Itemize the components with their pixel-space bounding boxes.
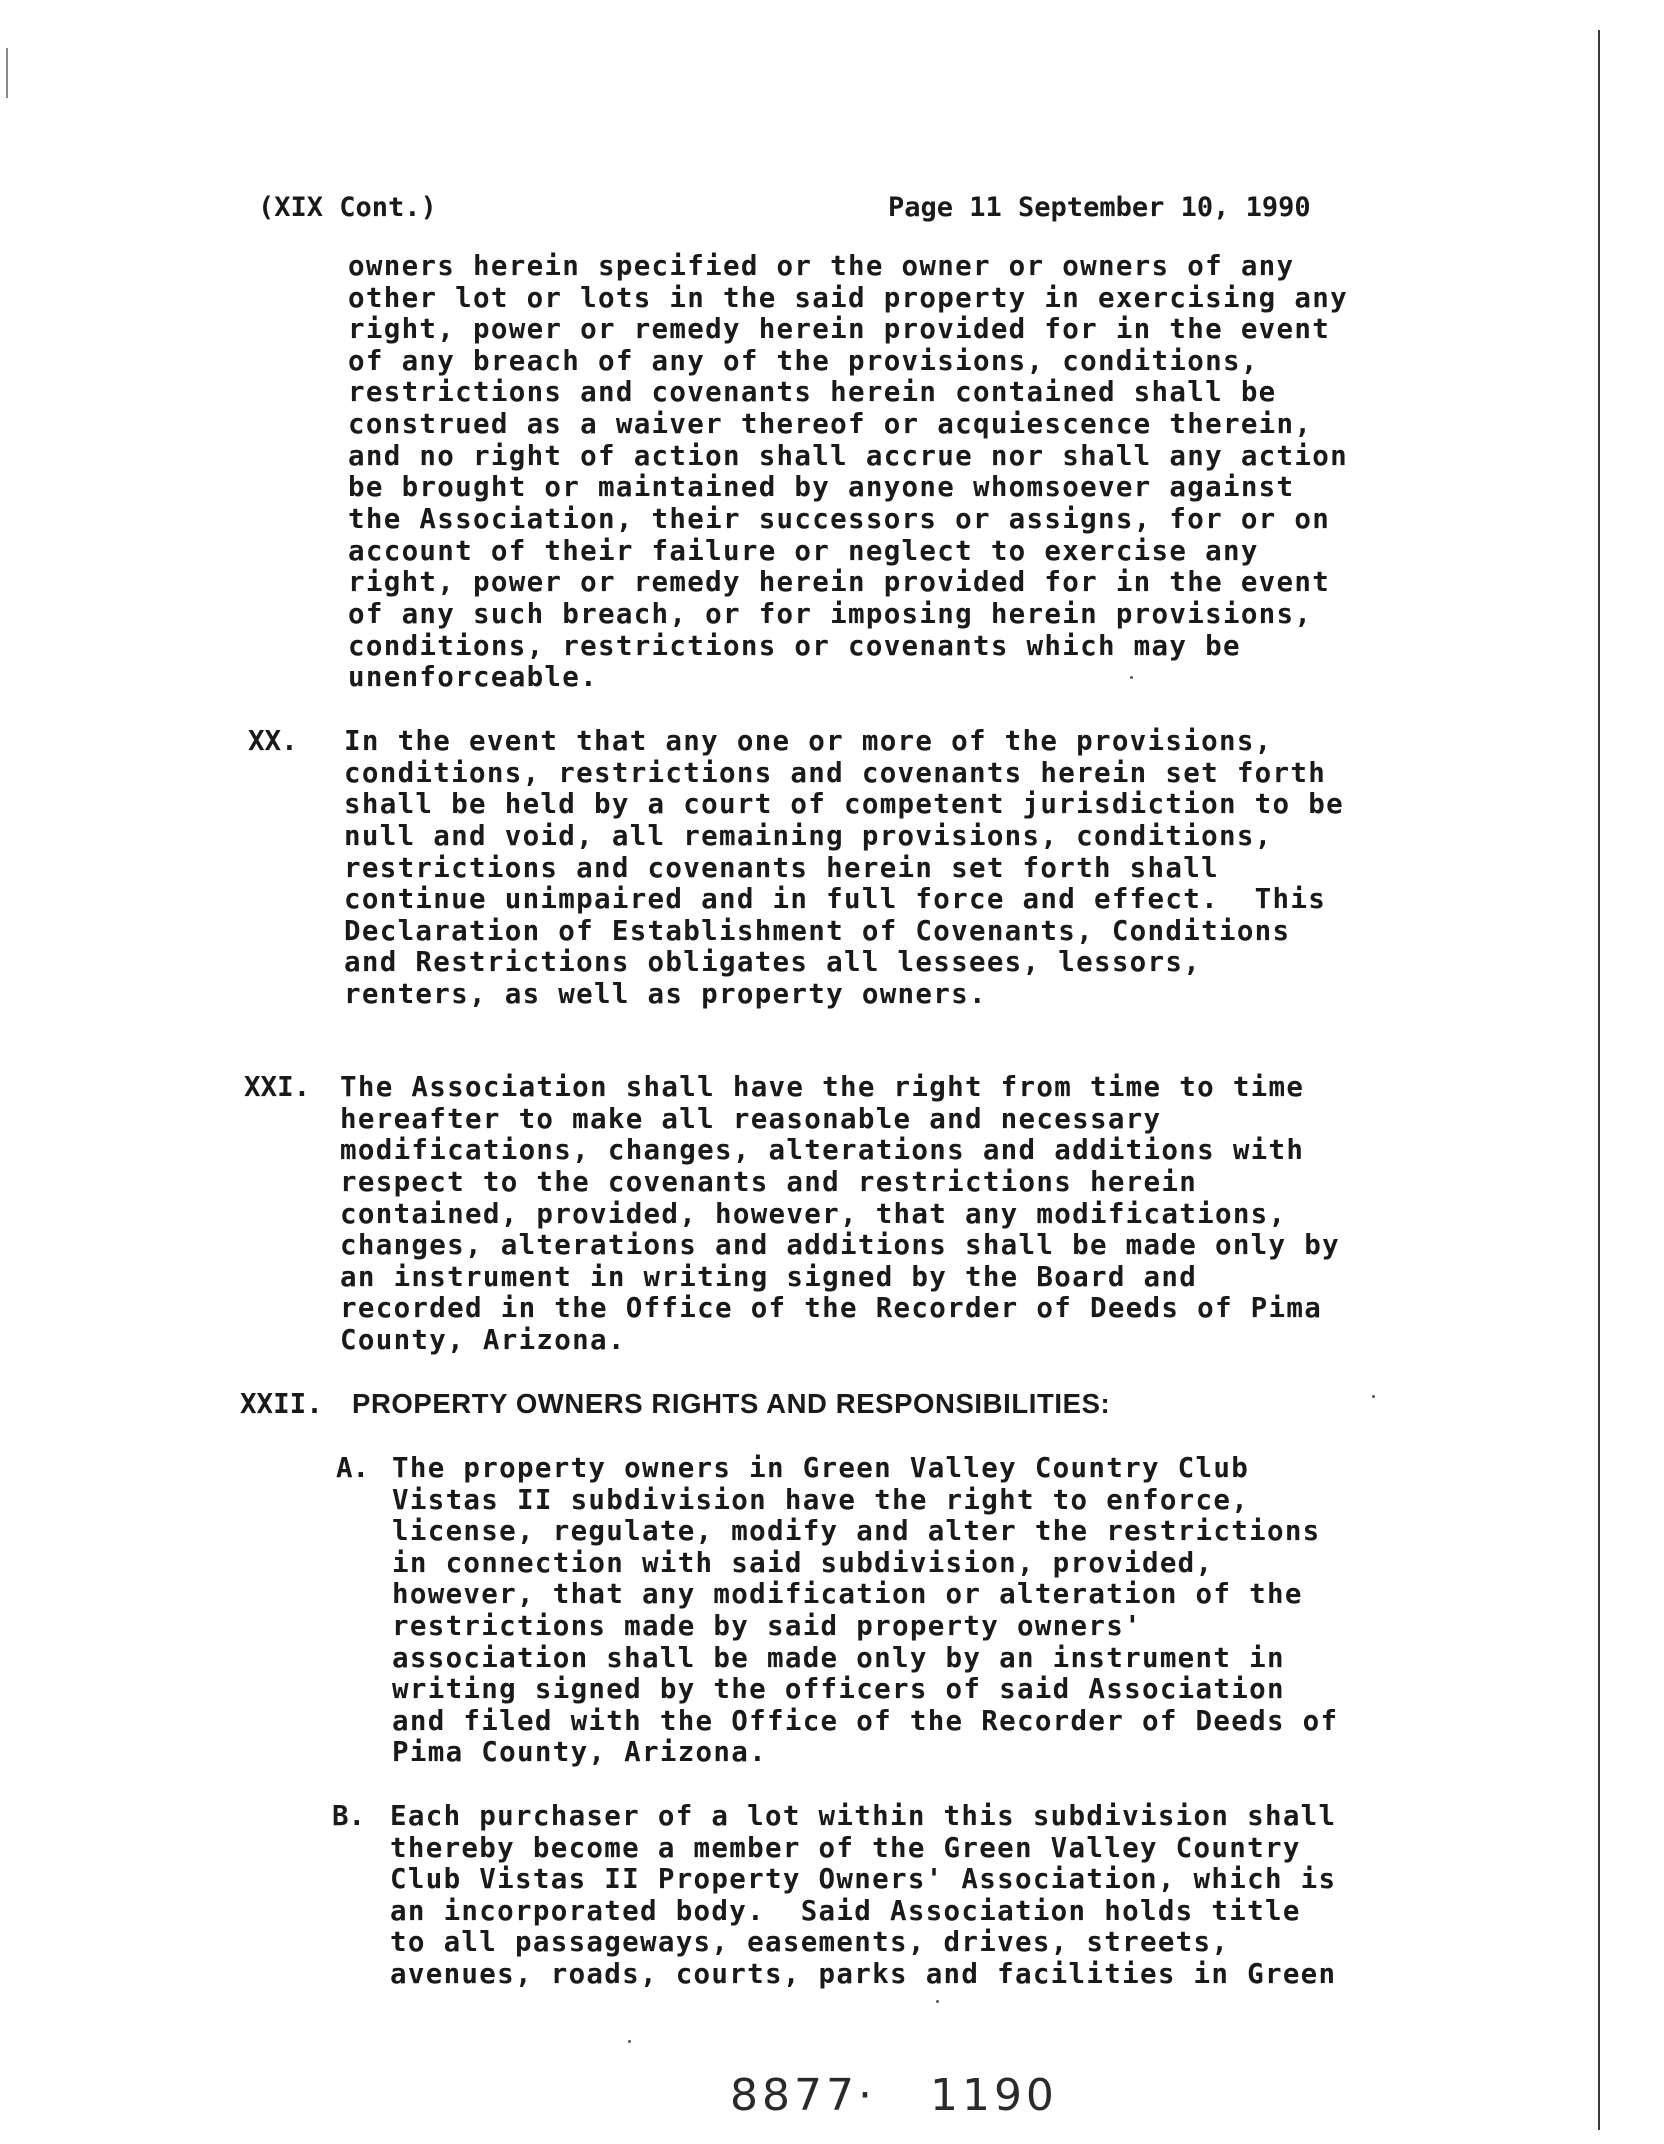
text-line: writing signed by the officers of said Association	[392, 1673, 1285, 1705]
text-line: The Association shall have the right from time to time	[340, 1071, 1305, 1103]
text-line: construed as a waiver thereof or acquiescence therein,	[348, 408, 1313, 440]
text-line: owners herein specified or the owner or owners of any	[348, 250, 1295, 282]
text-line: be brought or maintained by anyone whomsoever against	[348, 471, 1295, 503]
text-line: an incorporated body. Said Association holds title	[390, 1895, 1301, 1927]
text-line: right, power or remedy herein provided for in the event	[348, 313, 1331, 345]
text-line: conditions, restrictions and covenants herein set forth	[344, 757, 1327, 789]
page-date-header: Page 11 September 10, 1990	[888, 192, 1311, 223]
scan-speck	[1130, 676, 1133, 679]
section-number: XXI.	[244, 1071, 311, 1103]
text-line: The property owners in Green Valley Country Club	[392, 1452, 1250, 1484]
text-line: and Restrictions obligates all lessees, lessors,	[344, 946, 1202, 978]
recording-book-number: 8877	[730, 2070, 858, 2121]
text-line: modifications, changes, alterations and additions with	[340, 1134, 1305, 1166]
section-number: XX.	[248, 725, 298, 757]
text-line: Vistas II subdivision have the right to enforce,	[392, 1484, 1250, 1516]
text-line: renters, as well as property owners.	[344, 978, 987, 1010]
text-line: conditions, restrictions or covenants which may be	[348, 630, 1241, 662]
text-line: and filed with the Office of the Recorder of Deeds of	[392, 1705, 1339, 1737]
item-letter: A.	[336, 1452, 370, 1484]
text-line: restrictions and covenants herein contained shall be	[348, 376, 1277, 408]
text-line: null and void, all remaining provisions, conditions,	[344, 820, 1273, 852]
text-line: an instrument in writing signed by the Board and	[340, 1261, 1198, 1293]
text-line: recorded in the Office of the Recorder of Deeds of Pima	[340, 1292, 1323, 1324]
text-line: right, power or remedy herein provided for in the event	[348, 566, 1331, 598]
text-line: in connection with said subdivision, provided,	[392, 1547, 1214, 1579]
recording-stamp	[730, 2070, 1058, 2121]
text-line: shall be held by a court of competent jurisdiction to be	[344, 788, 1344, 820]
text-line: contained, provided, however, that any modifications,	[340, 1198, 1287, 1230]
item-letter: B.	[332, 1800, 366, 1832]
page-edge-rule	[1598, 30, 1600, 2130]
section-heading: PROPERTY OWNERS RIGHTS AND RESPONSIBILITIES:	[352, 1388, 1111, 1419]
recording-page-number: 1190	[929, 2070, 1058, 2121]
text-line: license, regulate, modify and alter the restrictions	[392, 1515, 1321, 1547]
text-line: other lot or lots in the said property in exercising any	[348, 282, 1348, 314]
text-line: In the event that any one or more of the provisions,	[344, 725, 1273, 757]
text-line: Club Vistas II Property Owners' Association, which is	[390, 1863, 1337, 1895]
section-continuation-label: (XIX Cont.)	[258, 192, 437, 223]
scan-edge-mark	[6, 48, 8, 98]
text-line: Pima County, Arizona.	[392, 1736, 767, 1768]
text-line: thereby become a member of the Green Valley Country	[390, 1832, 1301, 1864]
text-line: restrictions made by said property owners'	[392, 1610, 1142, 1642]
text-line: and no right of action shall accrue nor shall any action	[348, 440, 1348, 472]
text-line: County, Arizona.	[340, 1324, 626, 1356]
text-line: respect to the covenants and restrictions herein	[340, 1166, 1198, 1198]
scan-speck	[628, 2040, 631, 2043]
text-line: Declaration of Establishment of Covenants, Conditions	[344, 915, 1291, 947]
text-line: to all passageways, easements, drives, streets,	[390, 1926, 1230, 1958]
text-line: account of their failure or neglect to exercise any	[348, 535, 1259, 567]
text-line: continue unimpaired and in full force and effect. This	[344, 883, 1327, 915]
text-line: changes, alterations and additions shall be made only by	[340, 1229, 1340, 1261]
scan-speck	[936, 2000, 939, 2003]
stamp-dot: ·	[857, 2070, 876, 2121]
text-line: avenues, roads, courts, parks and facilities in Green	[390, 1958, 1337, 1990]
text-line: association shall be made only by an instrument in	[392, 1642, 1285, 1674]
text-line: restrictions and covenants herein set forth shall	[344, 852, 1219, 884]
text-line: of any breach of any of the provisions, conditions,	[348, 345, 1259, 377]
section-number: XXII.	[240, 1388, 323, 1420]
scan-speck	[1372, 1395, 1375, 1398]
text-line: however, that any modification or alteration of the	[392, 1578, 1303, 1610]
text-line: Each purchaser of a lot within this subdivision shall	[390, 1800, 1337, 1832]
text-line: unenforceable.	[348, 661, 598, 693]
text-line: hereafter to make all reasonable and necessary	[340, 1103, 1162, 1135]
text-line: the Association, their successors or assigns, for or on	[348, 503, 1331, 535]
text-line: of any such breach, or for imposing herein provisions,	[348, 598, 1313, 630]
